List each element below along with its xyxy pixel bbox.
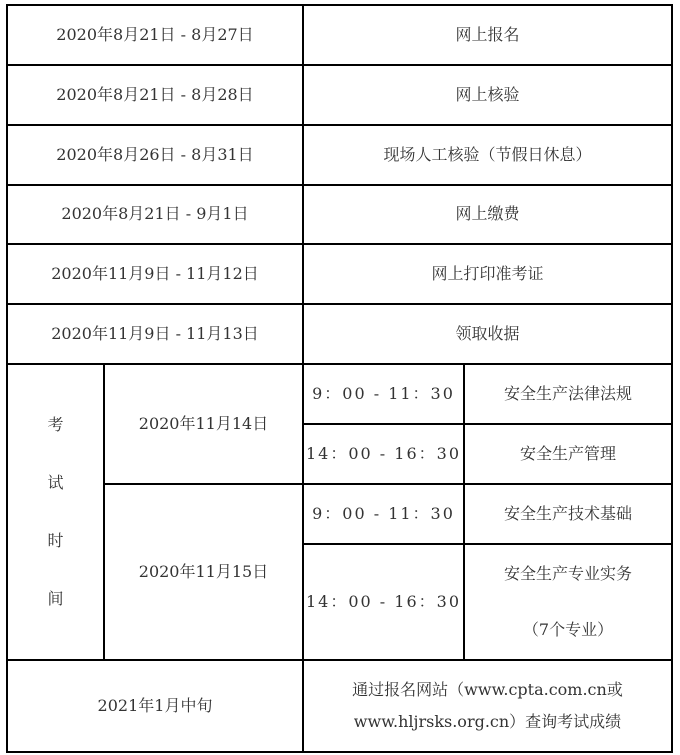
session-subject: 安全生产专业实务 bbox=[503, 564, 632, 583]
table-row bbox=[7, 244, 672, 304]
item-cell: 网上报名 bbox=[303, 5, 672, 65]
session-subject: 安全生产管理 bbox=[464, 424, 672, 484]
label-char: 考 bbox=[47, 415, 64, 434]
results-line-2: www.hljrsks.org.cn）查询考试成绩 bbox=[353, 712, 622, 731]
table-row bbox=[7, 5, 672, 65]
table-row bbox=[7, 304, 672, 364]
label-char: 试 bbox=[47, 473, 64, 492]
table-row bbox=[7, 65, 672, 125]
table-row bbox=[7, 185, 672, 244]
session-subject: 安全生产法律法规 bbox=[464, 364, 672, 424]
session-time: 14：00 - 16：30 bbox=[303, 424, 464, 484]
session-subject-cell bbox=[464, 544, 672, 660]
date-cell: 2020年8月21日 - 8月28日 bbox=[7, 65, 303, 125]
date-cell: 2020年11月9日 - 11月13日 bbox=[7, 304, 303, 364]
date-cell: 2020年11月9日 - 11月12日 bbox=[7, 244, 303, 304]
session-subject: 安全生产技术基础 bbox=[464, 484, 672, 544]
table-row bbox=[7, 484, 672, 544]
item-cell: 现场人工核验（节假日休息） bbox=[303, 125, 672, 185]
date-cell: 2020年8月26日 - 8月31日 bbox=[7, 125, 303, 185]
exam-date-cell: 2020年11月14日 bbox=[104, 364, 303, 484]
date-cell: 2020年8月21日 - 8月27日 bbox=[7, 5, 303, 65]
table-row bbox=[7, 660, 672, 752]
table-row bbox=[7, 364, 672, 424]
date-cell: 2020年8月21日 - 9月1日 bbox=[7, 185, 303, 244]
item-cell: 网上缴费 bbox=[303, 185, 672, 244]
label-char: 间 bbox=[47, 589, 64, 608]
session-time: 14：00 - 16：30 bbox=[303, 544, 464, 660]
item-cell: 网上打印准考证 bbox=[303, 244, 672, 304]
results-date-cell: 2021年1月中旬 bbox=[7, 660, 303, 752]
item-cell: 领取收据 bbox=[303, 304, 672, 364]
table-row bbox=[7, 125, 672, 185]
exam-schedule-table bbox=[6, 4, 673, 753]
session-time: 9：00 - 11：30 bbox=[303, 364, 464, 424]
exam-date-cell: 2020年11月15日 bbox=[104, 484, 303, 660]
session-time: 9：00 - 11：30 bbox=[303, 484, 464, 544]
results-line-1: 通过报名网站（www.cpta.com.cn或 bbox=[352, 680, 623, 699]
session-subject-note: （7个专业） bbox=[522, 620, 614, 639]
exam-time-label bbox=[7, 364, 104, 660]
label-char: 时 bbox=[47, 531, 64, 550]
item-cell: 网上核验 bbox=[303, 65, 672, 125]
results-info-cell bbox=[303, 660, 672, 752]
